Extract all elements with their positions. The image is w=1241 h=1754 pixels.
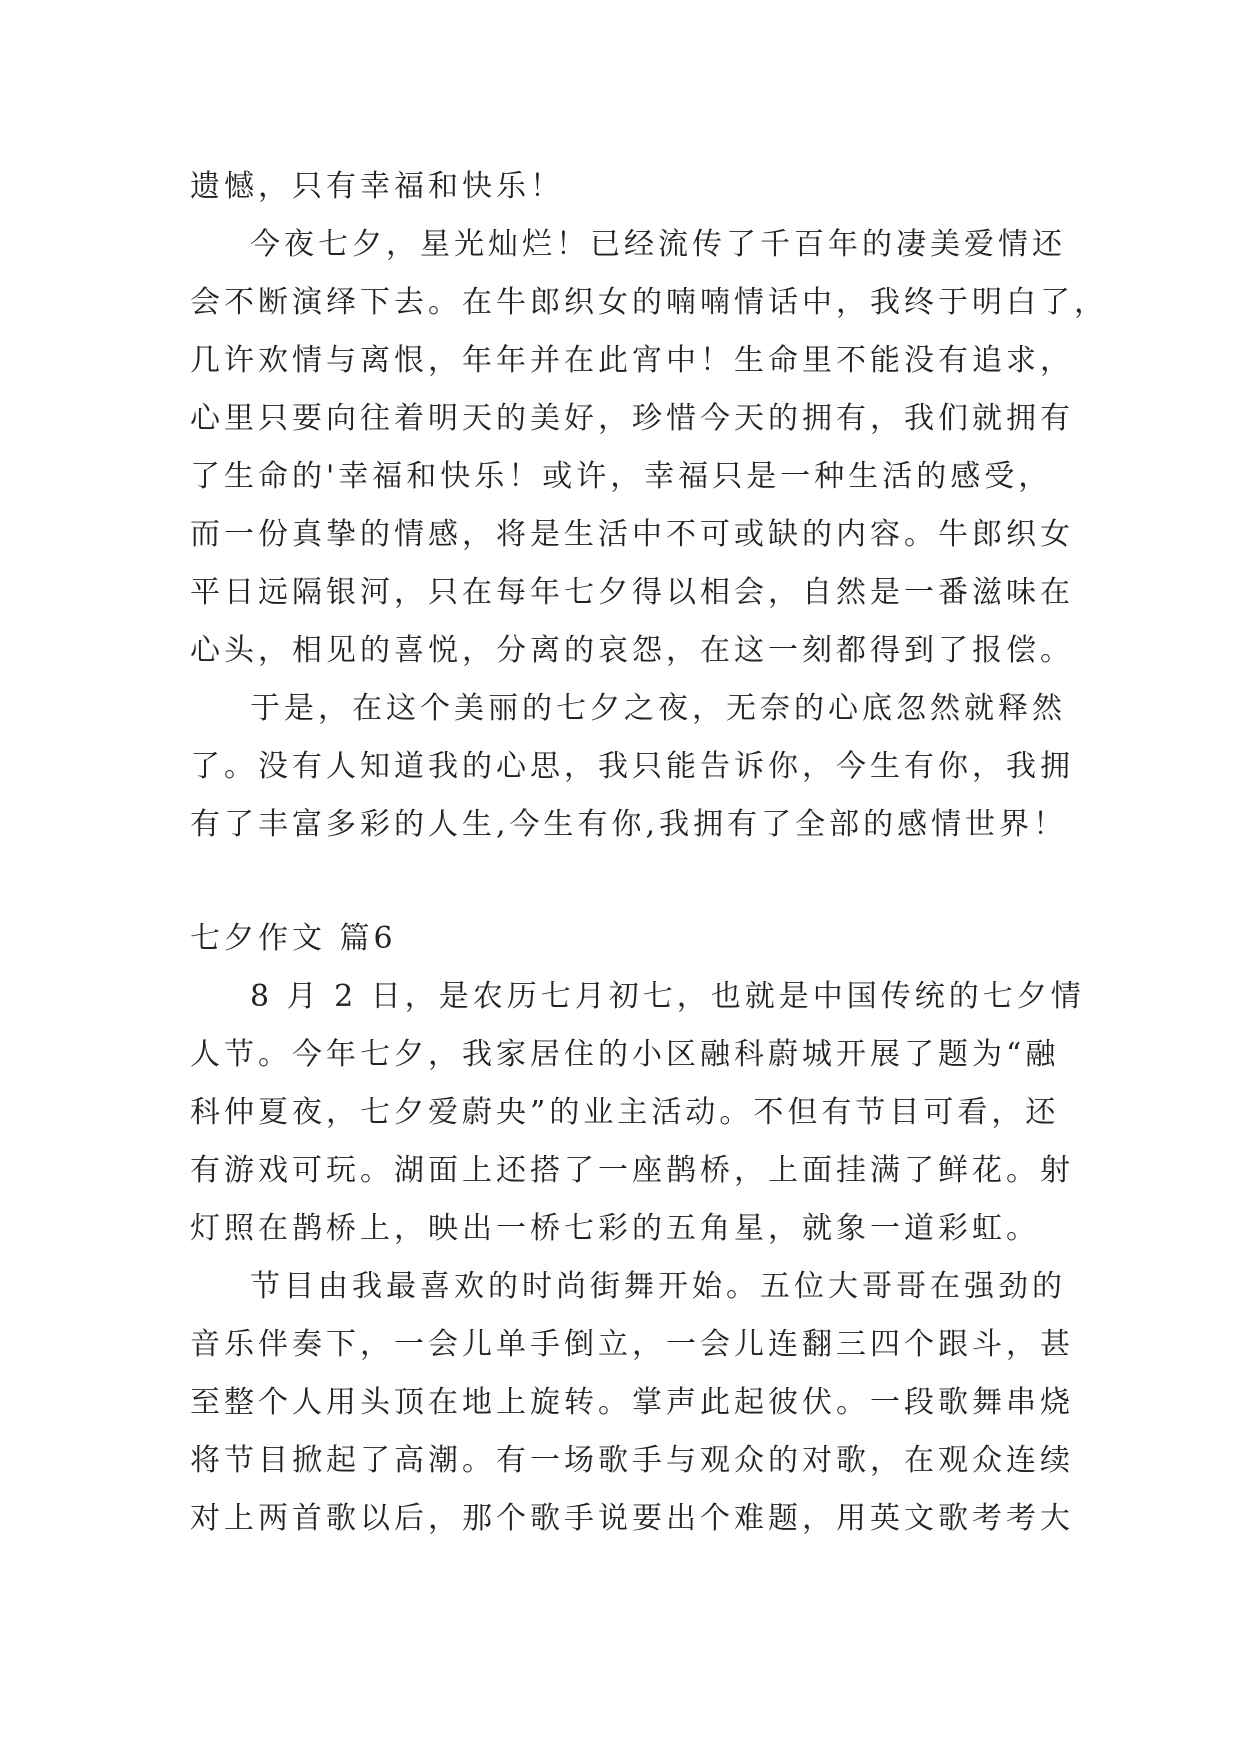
- text-line: 灯照在鹊桥上，映出一桥七彩的五角星，就象一道彩虹。: [190, 1211, 1040, 1246]
- text-line: 而一份真挚的情感，将是生活中不可或缺的内容。牛郎织女: [190, 517, 1074, 552]
- text-line: 几许欢情与离恨，年年并在此宵中！生命里不能没有追求，: [190, 343, 1074, 378]
- text-line: 8 月 2 日，是农历七月初七，也就是中国传统的七夕情: [250, 979, 1085, 1014]
- section-heading: [190, 910, 1060, 968]
- text-line: 科仲夏夜，七夕爱蔚央”的业主活动。不但有节目可看，还: [190, 1095, 1060, 1130]
- paragraph-4: [190, 968, 1085, 1258]
- text-line: 节目由我最喜欢的时尚街舞开始。五位大哥哥在强劲的: [250, 1269, 1066, 1304]
- heading-text: 七夕作文 篇6: [190, 921, 397, 956]
- text-line: 心头，相见的喜悦，分离的哀怨，在这一刻都得到了报偿。: [190, 633, 1074, 668]
- text-line: 有了丰富多彩的人生,今生有你,我拥有了全部的感情世界！: [190, 807, 1068, 842]
- text-line: 遗憾，只有幸福和快乐！: [190, 169, 564, 204]
- paragraph-3: [190, 680, 1074, 854]
- text-line: 了。没有人知道我的心思，我只能告诉你，今生有你，我拥: [190, 749, 1074, 784]
- text-line: 了生命的'幸福和快乐！或许，幸福只是一种生活的感受，: [190, 459, 1053, 494]
- text-line: 于是，在这个美丽的七夕之夜，无奈的心底忽然就释然: [250, 691, 1066, 726]
- paragraph-2: [190, 216, 1108, 680]
- text-line: 会不断演绎下去。在牛郎织女的喃喃情话中，我终于明白了，: [190, 285, 1108, 320]
- text-line: 平日远隔银河，只在每年七夕得以相会，自然是一番滋味在: [190, 575, 1074, 610]
- text-line: 今夜七夕，星光灿烂！已经流传了千百年的凄美爱情还: [250, 227, 1066, 262]
- text-line: 音乐伴奏下，一会儿单手倒立，一会儿连翻三四个跟斗，甚: [190, 1327, 1074, 1362]
- document-body: [190, 158, 1108, 1548]
- text-line: 人节。今年七夕，我家居住的小区融科蔚城开展了题为“融: [190, 1037, 1060, 1072]
- paragraph-5: [190, 1258, 1074, 1548]
- text-line: 将节目掀起了高潮。有一场歌手与观众的对歌，在观众连续: [190, 1443, 1074, 1478]
- text-line: 对上两首歌以后，那个歌手说要出个难题，用英文歌考考大: [190, 1501, 1074, 1536]
- paragraph-1: [190, 158, 1060, 216]
- text-line: 至整个人用头顶在地上旋转。掌声此起彼伏。一段歌舞串烧: [190, 1385, 1074, 1420]
- text-line: 心里只要向往着明天的美好，珍惜今天的拥有，我们就拥有: [190, 401, 1074, 436]
- text-line: 有游戏可玩。湖面上还搭了一座鹊桥，上面挂满了鲜花。射: [190, 1153, 1074, 1188]
